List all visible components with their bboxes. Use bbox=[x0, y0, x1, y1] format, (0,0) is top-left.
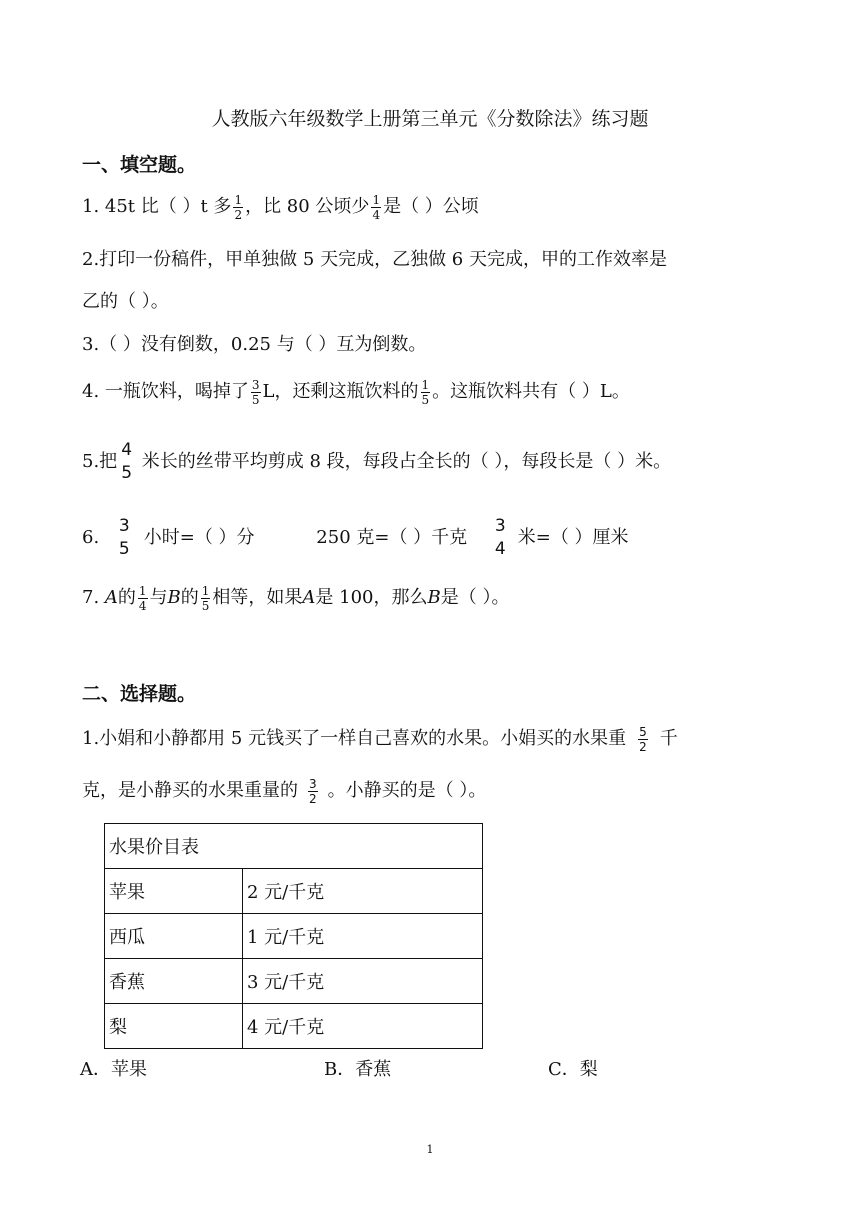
mc1-text-2a: 克，是小静买的水果重量的 bbox=[82, 780, 298, 801]
fraction-numerator: 3 bbox=[118, 516, 130, 536]
fraction-denominator: 5 bbox=[251, 392, 260, 407]
q1-text-b: ，比 80 公顷少 bbox=[245, 196, 370, 217]
q1-fraction-2 bbox=[371, 194, 381, 221]
q4-text-b: L，还剩这瓶饮料的 bbox=[262, 381, 419, 402]
q6-text-a: 6. bbox=[82, 527, 100, 548]
mc1-text-1a: 1.小娟和小静都用 5 元钱买了一样自己喜欢的水果。小娟买的水果重 bbox=[82, 728, 627, 749]
fraction-numerator: 1 bbox=[421, 377, 430, 392]
q7-var-a: A bbox=[104, 587, 118, 608]
question-4 bbox=[82, 377, 630, 407]
q5-fraction-1 bbox=[119, 442, 134, 482]
page-title: 人教版六年级数学上册第三单元《分数除法》练习题 bbox=[211, 108, 649, 130]
question-7 bbox=[82, 583, 509, 613]
fraction-numerator: 5 bbox=[639, 724, 647, 739]
table-header-cell: 水果价目表 bbox=[105, 824, 483, 869]
question-6 bbox=[82, 518, 629, 558]
fraction-denominator: 4 bbox=[138, 598, 147, 613]
q4-text-c: 。这瓶饮料共有（ ）L。 bbox=[432, 381, 630, 402]
fraction-numerator: 1 bbox=[138, 583, 147, 598]
fraction-denominator: 5 bbox=[421, 392, 430, 407]
question-3: 3.（ ）没有倒数，0.25 与（ ）互为倒数。 bbox=[82, 334, 427, 355]
q1-text-a: 1. 45t 比（ ）t 多 bbox=[82, 196, 232, 217]
q7-text-e: 相等，如果 bbox=[212, 587, 303, 608]
q7-var-b: B bbox=[167, 587, 181, 608]
q5-text-b: 米长的丝带平均剪成 8 段，每段占全长的（ ），每段长是（ ）米。 bbox=[136, 451, 672, 472]
q4-text-a: 4. 一瓶饮料，喝掉了 bbox=[82, 381, 249, 402]
q7-text-f: 是 100，那么 bbox=[315, 587, 428, 608]
q7-var-a-2: A bbox=[302, 587, 316, 608]
q5-text-a: 5.把 bbox=[82, 451, 118, 472]
fraction-numerator: 1 bbox=[234, 192, 243, 207]
table-row bbox=[105, 1004, 483, 1049]
fraction-denominator: 2 bbox=[639, 739, 647, 754]
fraction-numerator: 3 bbox=[251, 377, 260, 392]
question-2-line-2: 乙的（ ）。 bbox=[82, 291, 169, 312]
q4-fraction-2 bbox=[421, 379, 431, 406]
fruit-name-cell: 梨 bbox=[105, 1004, 243, 1049]
fruit-price-table bbox=[104, 823, 483, 1049]
q7-text-c: 与 bbox=[149, 587, 168, 608]
fruit-price-cell: 1 元/千克 bbox=[243, 914, 483, 959]
question-5 bbox=[82, 442, 671, 482]
fruit-price-cell: 2 元/千克 bbox=[243, 869, 483, 914]
fraction-denominator: 5 bbox=[201, 598, 210, 613]
fruit-price-cell: 4 元/千克 bbox=[243, 1004, 483, 1049]
q7-fraction-2 bbox=[201, 585, 211, 612]
q7-text-b: 的 bbox=[117, 587, 136, 608]
fraction-numerator: 3 bbox=[309, 776, 317, 791]
section1-heading: 一、填空题。 bbox=[82, 154, 197, 176]
q7-fraction-1 bbox=[138, 585, 148, 612]
fraction-numerator: 1 bbox=[372, 192, 381, 207]
q7-var-b-2: B bbox=[427, 587, 441, 608]
q7-text-g: 是（ ）。 bbox=[440, 587, 510, 608]
choice-question-1-line-1 bbox=[82, 724, 678, 754]
fruit-name-cell: 西瓜 bbox=[105, 914, 243, 959]
table-row bbox=[105, 959, 483, 1004]
choice-a: A．苹果 bbox=[80, 1059, 147, 1080]
fraction-numerator: 1 bbox=[201, 583, 210, 598]
mc1-fraction-2 bbox=[308, 778, 318, 805]
fruit-name-cell: 香蕉 bbox=[105, 959, 243, 1004]
choice-c: C．梨 bbox=[548, 1059, 598, 1080]
fraction-numerator: 4 bbox=[121, 440, 133, 460]
fraction-denominator: 5 bbox=[118, 539, 130, 559]
q6-text-b: 小时=（ ）分 bbox=[143, 527, 255, 548]
q4-fraction-1 bbox=[251, 379, 261, 406]
table-row bbox=[105, 869, 483, 914]
q6-fraction-1 bbox=[117, 518, 132, 558]
fraction-denominator: 2 bbox=[234, 207, 243, 222]
mc1-fraction-1 bbox=[638, 726, 648, 753]
q6-fraction-2 bbox=[493, 518, 508, 558]
q7-text-a: 7. bbox=[82, 587, 105, 608]
q7-text-d: 的 bbox=[180, 587, 199, 608]
q6-text-c: 250 克=（ ）千克 bbox=[316, 527, 468, 548]
table-header-row bbox=[105, 824, 483, 869]
fraction-denominator: 2 bbox=[309, 791, 317, 806]
q6-text-d: 米=（ ）厘米 bbox=[517, 527, 629, 548]
fruit-price-cell: 3 元/千克 bbox=[243, 959, 483, 1004]
question-2-line-1: 2.打印一份稿件，甲单独做 5 天完成，乙独做 6 天完成，甲的工作效率是 bbox=[82, 249, 667, 270]
question-1 bbox=[82, 192, 479, 222]
fraction-denominator: 5 bbox=[121, 463, 133, 483]
choice-question-1-line-2 bbox=[82, 776, 486, 806]
fraction-numerator: 3 bbox=[494, 516, 506, 536]
fruit-name-cell: 苹果 bbox=[105, 869, 243, 914]
fraction-denominator: 4 bbox=[494, 539, 506, 559]
table-row bbox=[105, 914, 483, 959]
q1-fraction-1 bbox=[233, 194, 243, 221]
page-number: 1 bbox=[426, 1143, 434, 1156]
fraction-denominator: 4 bbox=[372, 207, 381, 222]
q1-text-c: 是（ ）公顷 bbox=[383, 196, 479, 217]
section2-heading: 二、选择题。 bbox=[82, 683, 197, 705]
mc1-text-1b: 千 bbox=[659, 728, 678, 749]
choice-b: B．香蕉 bbox=[324, 1059, 392, 1080]
mc1-text-2b: 。小静买的是（ ）。 bbox=[327, 780, 487, 801]
